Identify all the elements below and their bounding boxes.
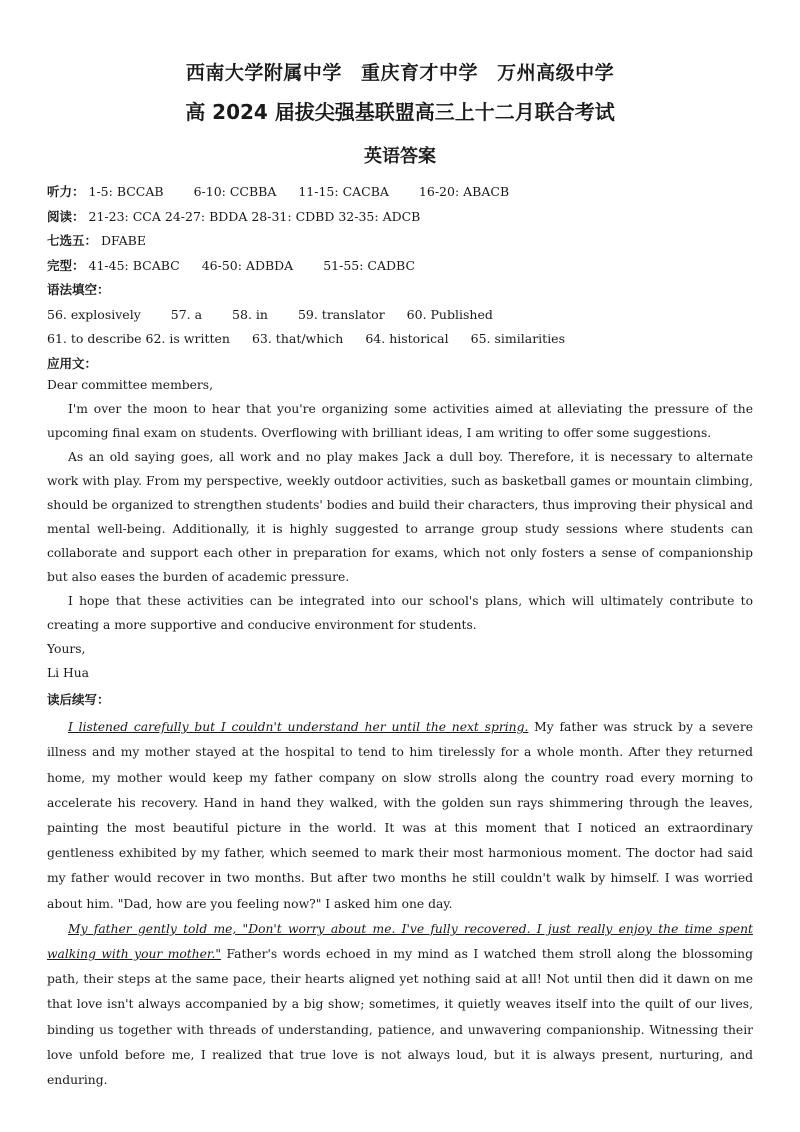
- answer-group: 41-45: BCABC: [88, 257, 180, 273]
- answer-group: 21-23: CCA: [88, 208, 161, 224]
- continuation-paragraph: [47, 917, 753, 1093]
- section-label: 应用文：: [47, 355, 98, 371]
- letter-paragraph: I hope that these activities can be integrated into our school's plans, which will ultimately contribute to creating a more supportive and conducive environment for students.: [47, 594, 753, 632]
- answer-group: 46-50: ADBDA: [201, 257, 294, 273]
- given-opening-sentence: My father gently told me, "Don't worry about me. I've fully recovered. I just really enjoy the time spent walking with your mother.": [47, 921, 753, 962]
- answer-item: 61. to describe: [47, 331, 142, 346]
- school-name: 重庆育才中学: [360, 62, 478, 84]
- section-label: 语法填空：: [47, 282, 110, 297]
- given-opening-sentence: I listened carefully but I couldn't understand her until the next spring.: [68, 720, 529, 735]
- school-names: [0, 58, 800, 85]
- answer-group: 51-55: CADBC: [323, 257, 416, 273]
- letter-paragraph: As an old saying goes, all work and no play makes Jack a dull boy. Therefore, it is necessary to alternate work with play. From my perspective, weekly outdoor activities, such as basketball games or mountain climbing, should be organized to strengthen students' bodies and build their characters, thus improving their physical and mental well-being. Additionally, it is highly suggested to arrange group study sessions where students can collaborate and support each other in preparation for exams, which not only fosters a sense of companionship but also eases the burden of academic pressure.: [47, 450, 753, 584]
- letter-signature: Li Hua: [47, 666, 89, 680]
- paragraph-body: My father was struck by a severe illness and my mother stayed at the hospital to tend to him tirelessly for a whole month. After they returned home, my mother would keep my father company on slow strolls along the country road every morning to accelerate his recovery. Hand in hand they walked, with the golden sun rays shimmering through the leaves, painting the most beautiful picture in the world. It was at this moment that I noticed an extraordinary gentleness exhibited by my father, which seemed to mark their most harmonious moment. The doctor had said my father would recover in two months. But after two months he still couldn't walk by himself. I was worried about him. "Dad, how are you feeling now?" I asked him one day.: [47, 720, 753, 911]
- section-label: 七选五：: [47, 233, 98, 248]
- section-label: 阅读：: [47, 208, 85, 224]
- cloze-answers: [47, 254, 757, 279]
- letter-greeting: Dear committee members,: [47, 378, 213, 392]
- sample-letter: [47, 373, 753, 685]
- answer-group: 28-31: CDBD: [251, 208, 335, 224]
- answer-group: 1-5: BCCAB: [88, 184, 164, 199]
- answer-item: 62. is written: [145, 331, 230, 346]
- school-name: 西南大学附属中学: [185, 62, 342, 84]
- answer-group: 16-20: ABACB: [418, 184, 510, 199]
- letter-closing: Yours,: [47, 642, 86, 656]
- answer-group: DFABE: [101, 233, 146, 248]
- answer-group: 24-27: BDDA: [164, 208, 248, 224]
- answer-item: 60. Published: [406, 306, 493, 322]
- grammar-label-line: [47, 278, 757, 303]
- answer-group: 32-35: ADCB: [338, 208, 421, 224]
- answer-item: 65. similarities: [470, 331, 565, 346]
- grammar-answers-row: [47, 303, 757, 328]
- section-label: 听力：: [47, 184, 85, 199]
- answer-key: [47, 180, 757, 376]
- answer-item: 64. historical: [365, 331, 449, 346]
- reading-answers: [47, 205, 757, 230]
- answer-item: 59. translator: [297, 306, 385, 322]
- answer-item: 58. in: [232, 306, 268, 322]
- letter-paragraph: I'm over the moon to hear that you're organizing some activities aimed at alleviating the pressure of the upcoming final exam on students. Overflowing with brilliant ideas, I am writing to offer some suggestions.: [47, 402, 753, 440]
- continuation-paragraph: [47, 715, 753, 917]
- answer-group: 6-10: CCBBA: [193, 184, 277, 199]
- answer-item: 56. explosively: [47, 306, 141, 322]
- section-label: 完型：: [47, 257, 85, 273]
- seven-choose-five-answers: [47, 229, 757, 254]
- listening-answers: [47, 180, 757, 205]
- answer-item: 57. a: [170, 306, 203, 322]
- document-title: 英语答案: [364, 146, 436, 167]
- paragraph-body: Father's words echoed in my mind as I watched them stroll along the blossoming path, their steps at the same pace, their hearts aligned yet nothing said at all! Not until then did it dawn on me that love isn't always accompanied by a big show; sometimes, it quietly weaves itself into the quilt of our lives, binding us together with threads of understanding, patience, and unwavering companionship. Witnessing their love unfold before me, I realized that true love is not always loud, but it is always present, nurturing, and enduring.: [47, 947, 753, 1088]
- answer-group: 11-15: CACBA: [298, 184, 389, 199]
- answer-item: 63. that/which: [251, 331, 344, 346]
- exam-title: 高 2024 届拔尖强基联盟高三上十二月联合考试: [185, 100, 615, 124]
- grammar-answers-row: [47, 327, 757, 352]
- section-label: 读后续写：: [47, 692, 110, 707]
- school-name: 万州高级中学: [497, 62, 615, 84]
- continuation-writing: [47, 687, 753, 1093]
